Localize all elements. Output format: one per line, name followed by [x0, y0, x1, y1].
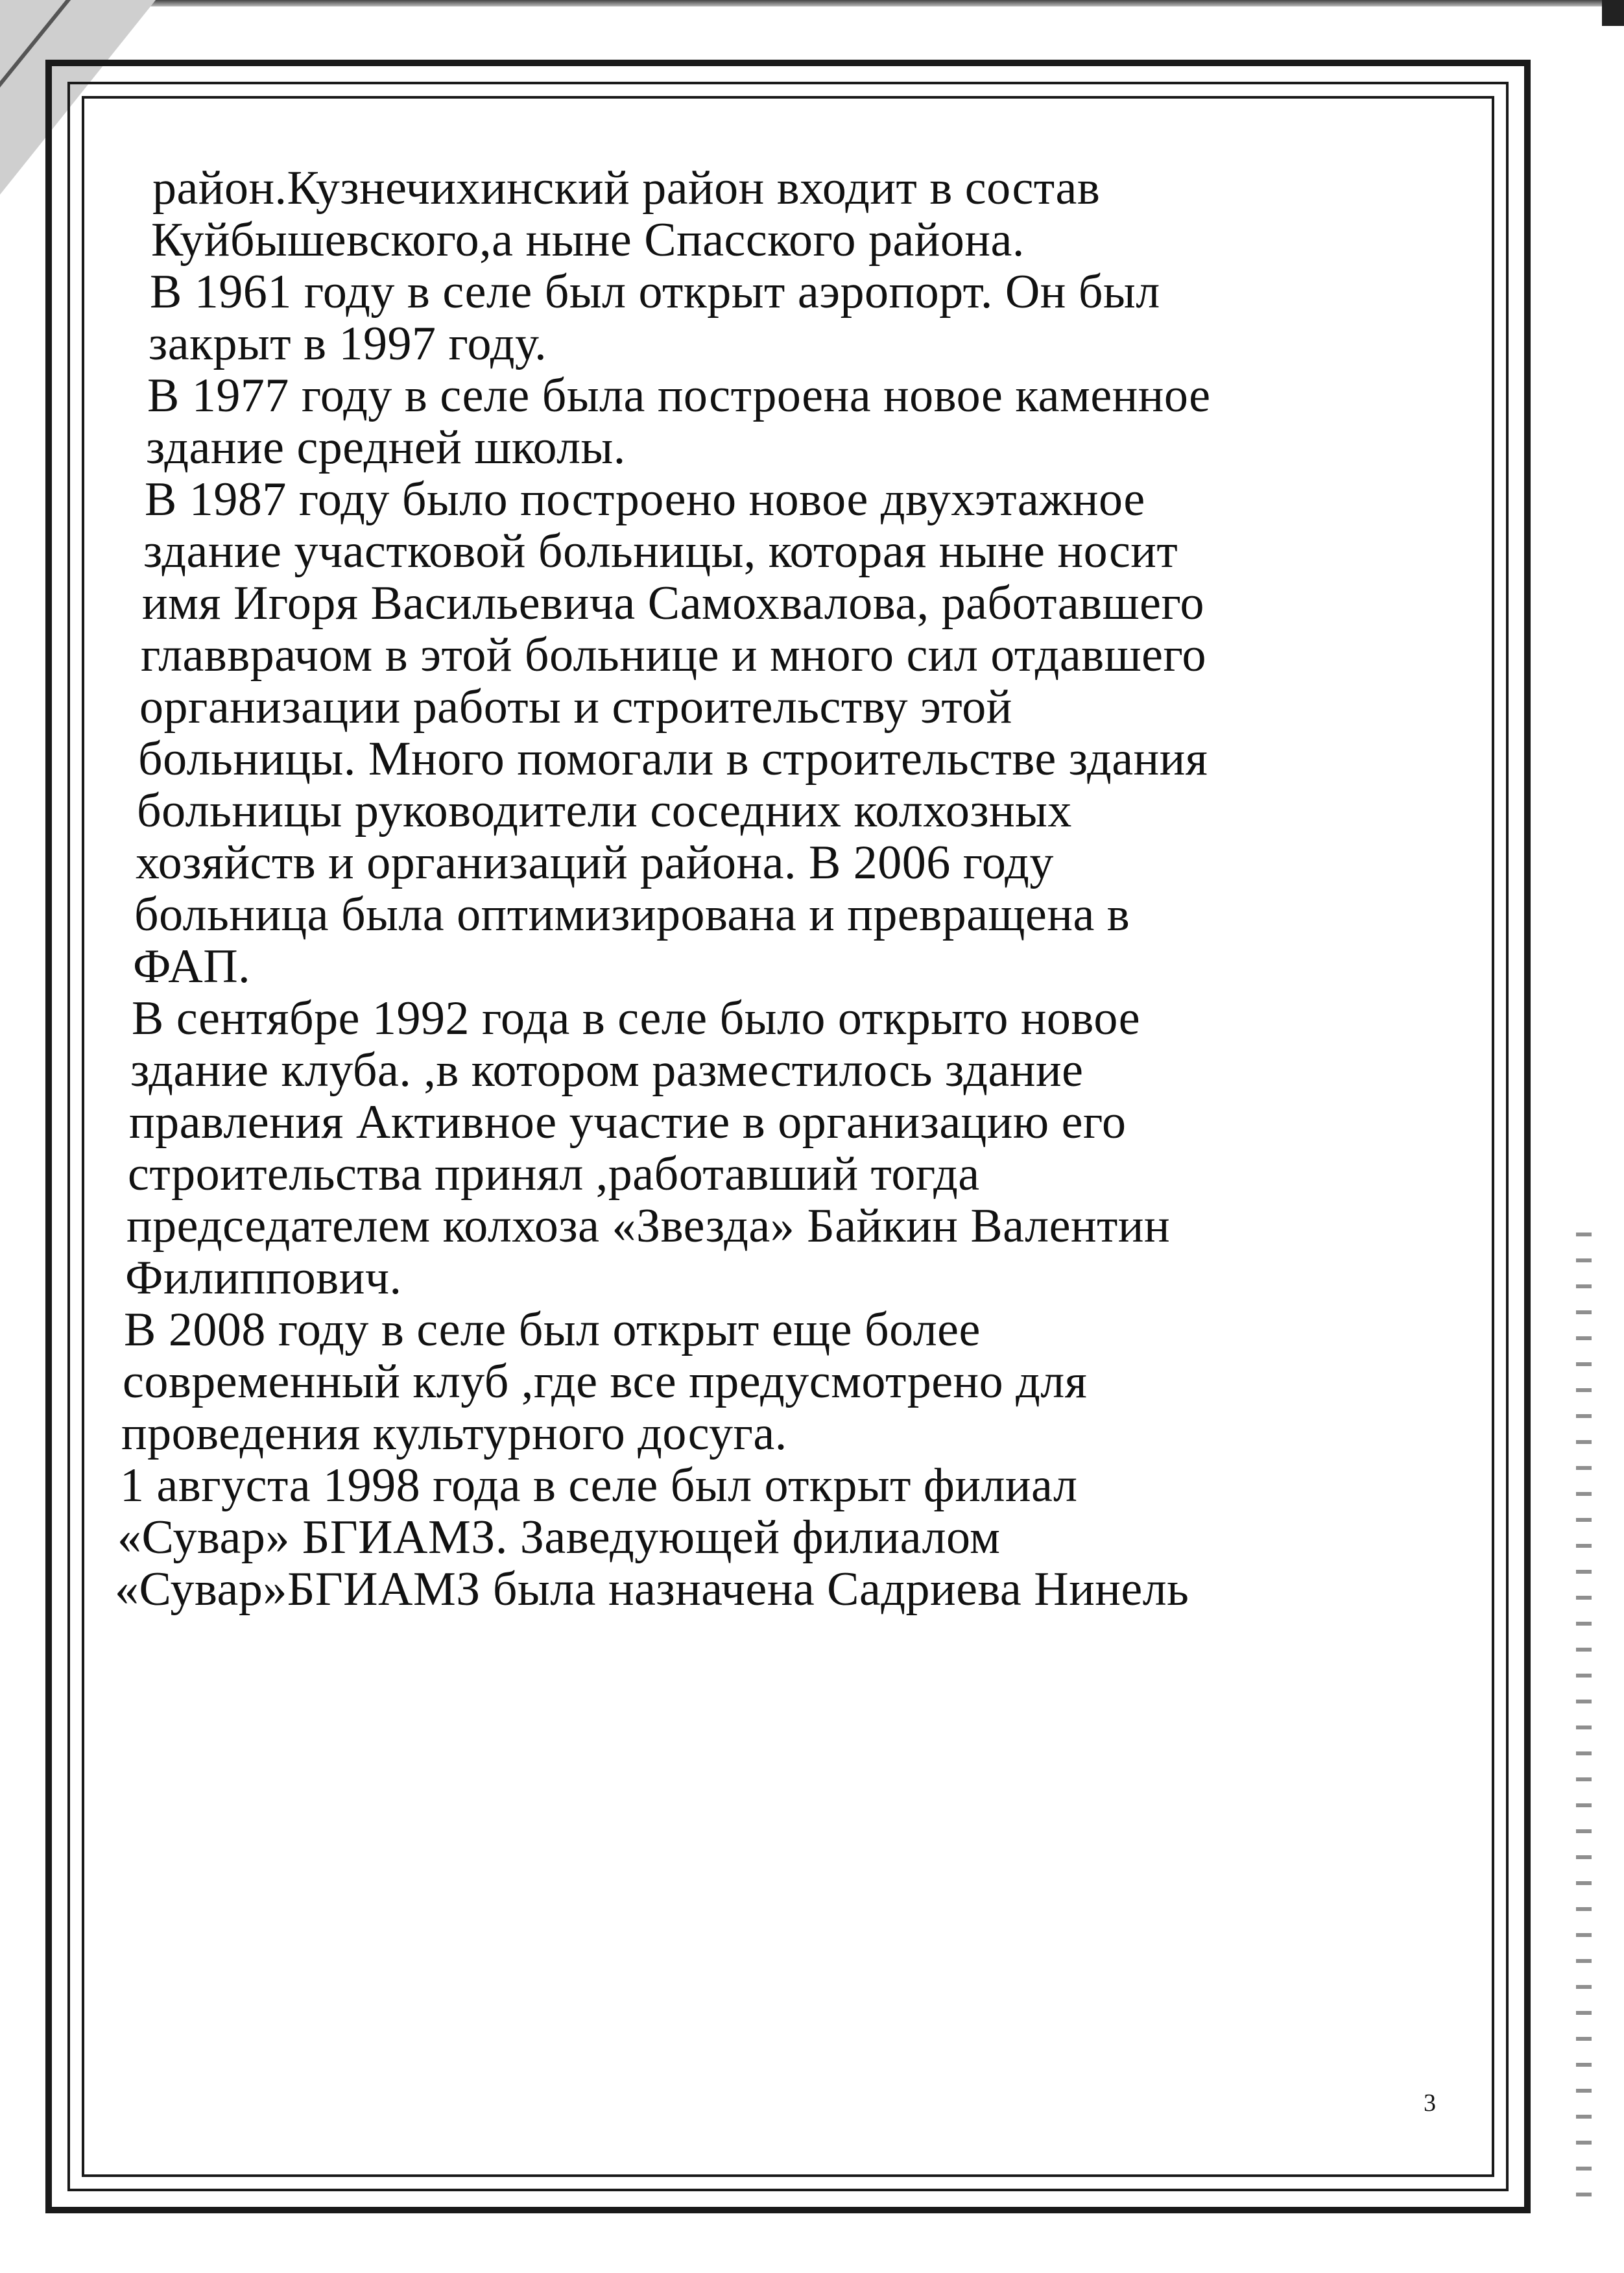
scan-edge-noise — [1576, 1233, 1592, 2206]
text-line: Филиппович. — [125, 1251, 402, 1305]
text-line: хозяйств и организаций района. В 2006 году — [136, 836, 1054, 889]
text-line: больницы. Много помогали в строительстве здания — [138, 732, 1208, 786]
text-line: ФАП. — [133, 940, 251, 993]
scan-edge-mark — [1602, 0, 1624, 26]
text-line: имя Игоря Васильевича Самохвалова, работавшего — [142, 577, 1204, 630]
text-line: председателем колхоза «Звезда» Байкин Валентин — [126, 1199, 1171, 1253]
text-line: проведения культурного досуга. — [121, 1407, 787, 1460]
text-line: современный клуб ,где все предусмотрено для — [123, 1355, 1088, 1408]
text-line: В 2008 году в селе был открыт еще более — [124, 1303, 981, 1356]
text-line: «Сувар» БГИАМЗ. Заведующей филиалом — [117, 1511, 1001, 1564]
text-line: строительства принял ,работавший тогда — [128, 1148, 980, 1201]
text-line: правления Активное участие в организацию его — [129, 1096, 1127, 1149]
text-line: здание участковой больницы, которая ныне носит — [143, 525, 1178, 578]
text-line: В 1987 году было построено новое двухэтажное — [145, 473, 1145, 526]
text-line: больница была оптимизирована и превращена в — [134, 888, 1130, 941]
page-number: 3 — [1424, 2089, 1436, 2117]
text-line: здание средней школы. — [146, 421, 626, 474]
text-line: «Сувар»БГИАМЗ была назначена Садриева Нинель — [115, 1563, 1189, 1616]
text-line: организации работы и строительству этой — [139, 680, 1012, 734]
text-line: главврачом в этой больнице и много сил отдавшего — [141, 629, 1207, 682]
text-line: В сентябре 1992 года в селе было открыто новое — [132, 992, 1141, 1045]
document-body — [113, 162, 1488, 1615]
text-line: 1 августа 1998 года в селе был открыт филиал — [120, 1459, 1078, 1512]
text-line: район.Кузнечихинский район входит в состав — [152, 162, 1101, 215]
text-line: больницы руководители соседних колхозных — [137, 784, 1072, 837]
text-line: здание клуба. ,в котором разместилось здание — [130, 1044, 1084, 1097]
text-line: В 1961 году в селе был открыт аэропорт. Он был — [150, 265, 1160, 319]
text-line: Куйбышевского,а ныне Спасского района. — [151, 213, 1025, 267]
text-line: закрыт в 1997 году. — [149, 317, 547, 370]
text-line: В 1977 году в селе была построена новое каменное — [147, 369, 1211, 422]
scan-shadow — [0, 0, 1624, 6]
